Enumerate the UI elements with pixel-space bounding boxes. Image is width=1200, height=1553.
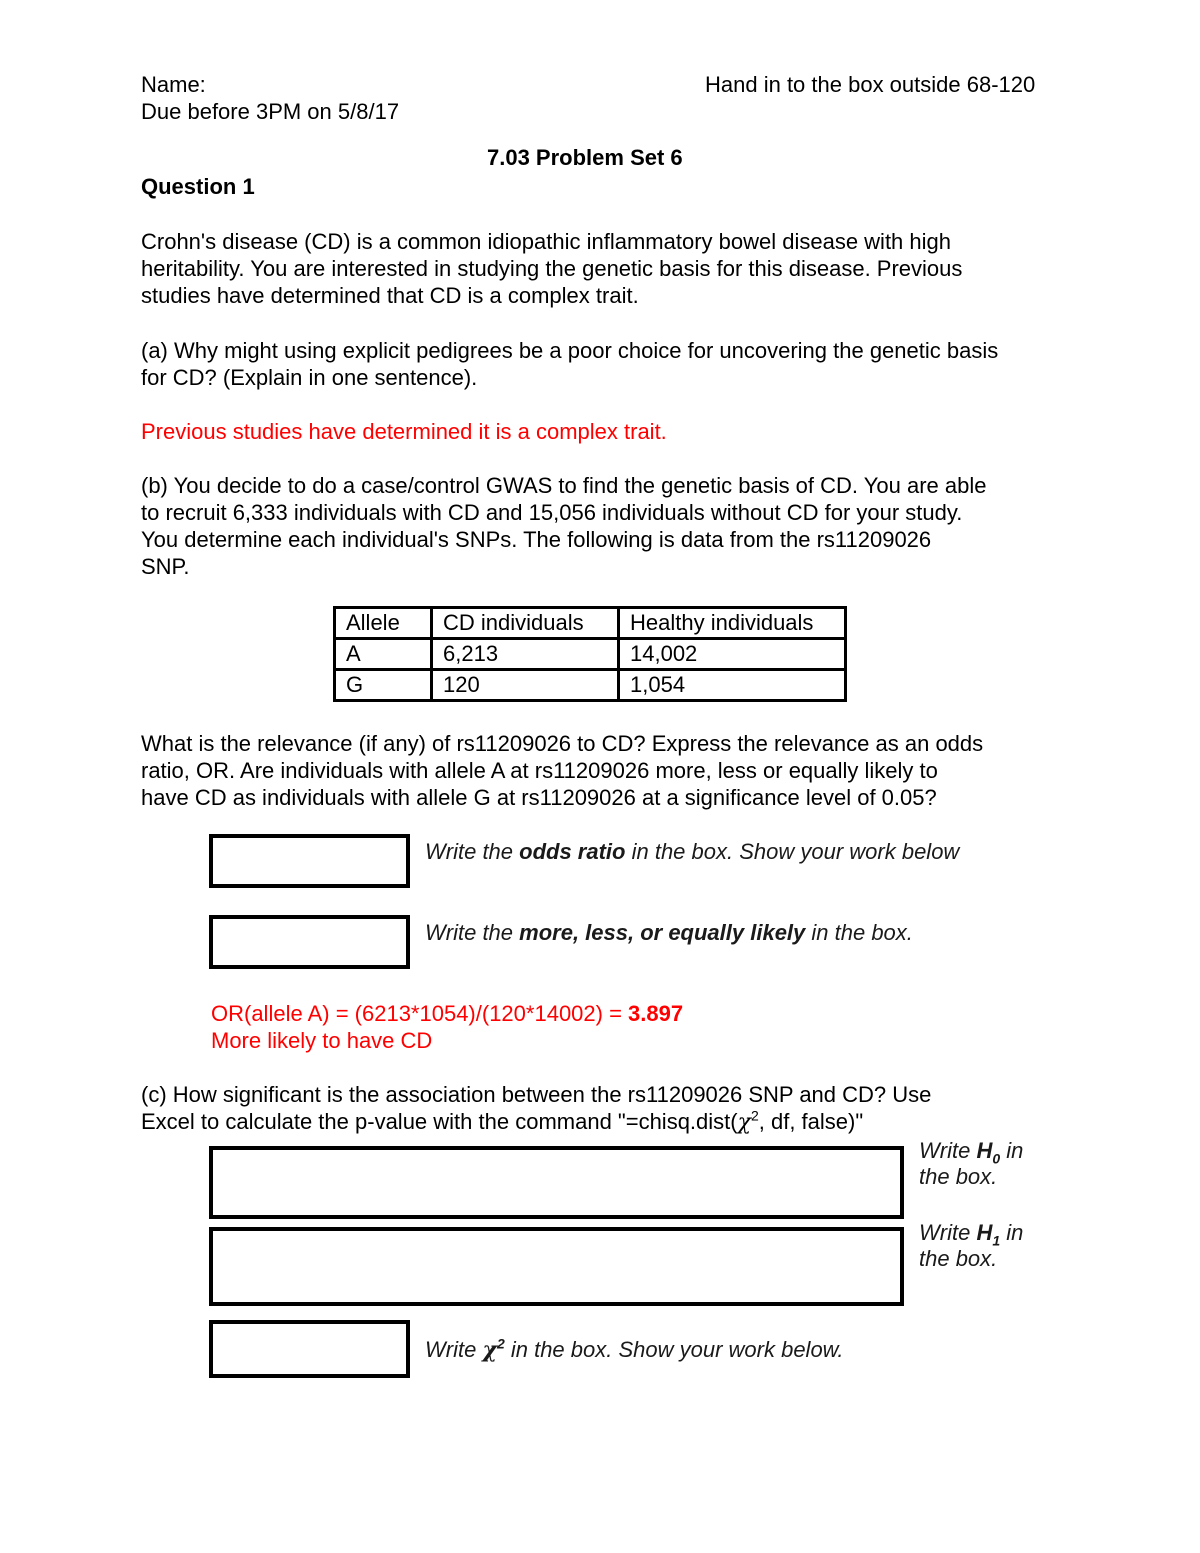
instruction-text: Write the xyxy=(425,920,520,945)
part-b-line-1: (b) You decide to do a case/control GWAS to find the genetic basis of CD. You are able xyxy=(141,473,987,498)
instruction-text: Write xyxy=(425,1337,483,1362)
h1-instruction-line-2: the box. xyxy=(919,1246,998,1271)
table-cell: A xyxy=(335,639,432,670)
part-c-text: , df, false)" xyxy=(758,1109,864,1134)
instruction-text: in xyxy=(1000,1138,1024,1163)
header-cd-individuals: CD individuals xyxy=(432,608,619,639)
table-row xyxy=(335,670,846,701)
superscript: 2 xyxy=(496,1335,505,1352)
odds-ratio-answer xyxy=(211,1000,683,1027)
odds-ratio-answer-box[interactable] xyxy=(209,834,410,888)
part-c-line-1: (c) How significant is the association between the rs11209026 SNP and CD? Use xyxy=(141,1082,932,1107)
instruction-emphasis: more, less, or equally likely xyxy=(519,920,806,945)
header-allele: Allele xyxy=(335,608,432,639)
question-heading: Question 1 xyxy=(141,174,255,199)
allele-table xyxy=(333,606,847,702)
header-healthy-individuals: Healthy individuals xyxy=(619,608,846,639)
chi-square-instruction xyxy=(425,1336,843,1364)
instruction-text: in the box. Show your work below. xyxy=(504,1337,844,1362)
part-a-line-2: for CD? (Explain in one sentence). xyxy=(141,365,478,390)
h1-instruction xyxy=(919,1219,1024,1249)
part-a-answer: Previous studies have determined it is a complex trait. xyxy=(141,419,667,444)
likelihood-answer-box[interactable] xyxy=(209,915,410,969)
part-b-line-3: You determine each individual's SNPs. The following is data from the rs11209026 xyxy=(141,527,932,552)
part-b-question-line-3: have CD as individuals with allele G at rs11209026 at a significance level of 0.05? xyxy=(141,785,937,810)
superscript: 2 xyxy=(750,1107,759,1124)
table-cell: 1,054 xyxy=(619,670,846,701)
table-row xyxy=(335,639,846,670)
odds-ratio-formula: OR(allele A) = (6213*1054)/(120*14002) = xyxy=(211,1001,629,1026)
part-b-question-line-1: What is the relevance (if any) of rs11209026 to CD? Express the relevance as an odds xyxy=(141,731,984,756)
instruction-emphasis: odds ratio xyxy=(519,839,626,864)
table-cell: 14,002 xyxy=(619,639,846,670)
table-cell: G xyxy=(335,670,432,701)
likelihood-instruction xyxy=(425,919,913,946)
part-b-line-2: to recruit 6,333 individuals with CD and 15,056 individuals without CD for your study. xyxy=(141,500,963,525)
part-b-question-line-2: ratio, OR. Are individuals with allele A at rs11209026 more, less or equally likely to xyxy=(141,758,938,783)
part-c-text: Excel to calculate the p-value with the command "=chisq.dist( xyxy=(141,1109,738,1134)
h0-instruction xyxy=(919,1137,1024,1167)
subscript: 0 xyxy=(992,1150,1001,1167)
chi-symbol: χ xyxy=(482,1337,497,1363)
h0-answer-box[interactable] xyxy=(209,1146,904,1219)
h0-instruction-line-2: the box. xyxy=(919,1164,998,1189)
name-label: Name: xyxy=(141,72,206,97)
instruction-text: in xyxy=(1000,1220,1024,1245)
part-a-line-1: (a) Why might using explicit pedigrees be a poor choice for uncovering the genetic basis xyxy=(141,338,999,363)
instruction-text: in the box. xyxy=(805,920,913,945)
intro-line-3: studies have determined that CD is a complex trait. xyxy=(141,283,639,308)
table-cell: 6,213 xyxy=(432,639,619,670)
instruction-text: Write xyxy=(919,1220,977,1245)
hand-in-instruction: Hand in to the box outside 68-120 xyxy=(705,72,1036,97)
page-title: 7.03 Problem Set 6 xyxy=(487,145,683,170)
subscript: 1 xyxy=(992,1232,1001,1249)
table-header-row xyxy=(335,608,846,639)
due-date: Due before 3PM on 5/8/17 xyxy=(141,99,400,124)
part-b-line-4: SNP. xyxy=(141,554,190,579)
h1-symbol: H xyxy=(976,1220,993,1245)
chi-symbol: χ xyxy=(737,1110,751,1135)
likelihood-answer: More likely to have CD xyxy=(211,1028,433,1053)
chi-square-answer-box[interactable] xyxy=(209,1320,410,1378)
odds-ratio-value: 3.897 xyxy=(628,1001,684,1026)
instruction-text: in the box. Show your work below xyxy=(625,839,960,864)
intro-line-1: Crohn's disease (CD) is a common idiopathic inflammatory bowel disease with high xyxy=(141,229,951,254)
h0-symbol: H xyxy=(976,1138,993,1163)
part-c-line-2 xyxy=(141,1108,863,1136)
instruction-text: Write the xyxy=(425,839,520,864)
intro-line-2: heritability. You are interested in studying the genetic basis for this disease. Previous xyxy=(141,256,963,281)
odds-ratio-instruction xyxy=(425,838,959,865)
table-cell: 120 xyxy=(432,670,619,701)
h1-answer-box[interactable] xyxy=(209,1227,904,1306)
instruction-text: Write xyxy=(919,1138,977,1163)
